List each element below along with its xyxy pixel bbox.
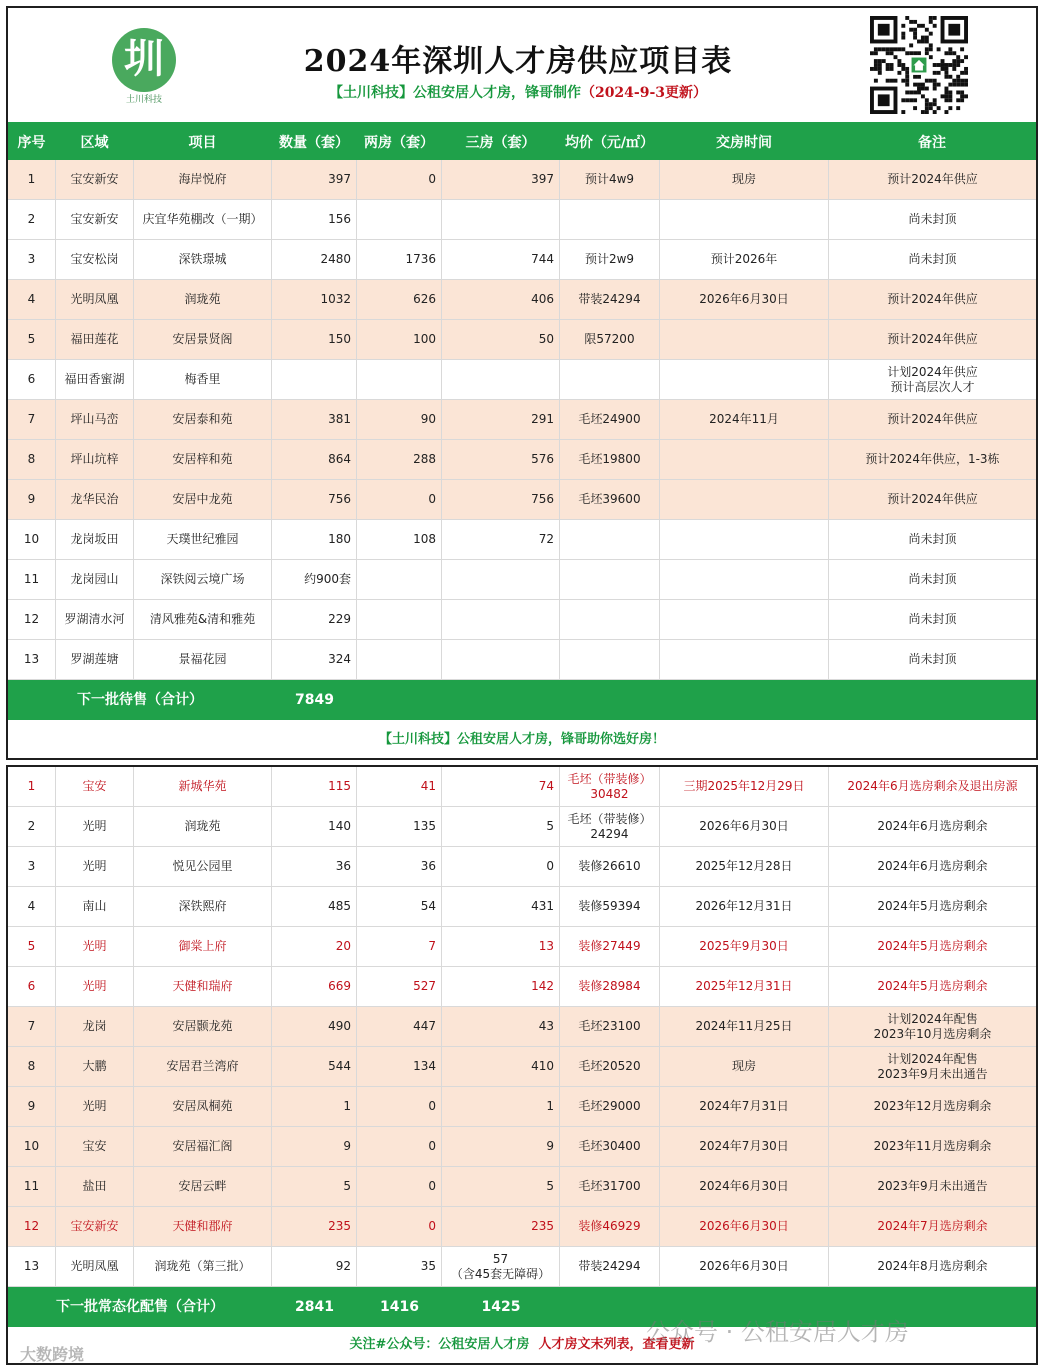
cell-seq: 10	[8, 520, 56, 560]
cell-two: 108	[357, 520, 442, 560]
col-three-room-header: 三房 （套）	[442, 122, 560, 164]
cell-price: 毛坯24900	[560, 400, 660, 440]
cell-qty: 36	[272, 847, 357, 887]
cell-qty: 485	[272, 887, 357, 927]
cell-three: 74	[442, 767, 560, 807]
total1-filler	[357, 680, 1036, 720]
table-row	[8, 847, 1036, 887]
table-row	[8, 1247, 1036, 1287]
cell-price: 装修27449	[560, 927, 660, 967]
table-row	[8, 560, 1036, 600]
cell-time	[660, 440, 829, 480]
cell-project: 清风雅苑&清和雅苑	[134, 600, 272, 640]
table-row	[8, 320, 1036, 360]
cell-note: 计划2024年供应 预计高层次人才	[829, 360, 1036, 400]
cell-project: 天璞世纪雅园	[134, 520, 272, 560]
cell-note: 2024年5月选房剩余	[829, 887, 1036, 927]
cell-area: 福田香蜜湖	[56, 360, 134, 400]
table-row	[8, 887, 1036, 927]
cell-note: 尚未封顶	[829, 560, 1036, 600]
cell-two: 100	[357, 320, 442, 360]
cell-price: 装修59394	[560, 887, 660, 927]
cell-time	[660, 520, 829, 560]
watermark-wechat: 公众号 · 公租安居人才房	[646, 1318, 909, 1346]
cell-time	[660, 480, 829, 520]
cell-qty: 397	[272, 160, 357, 200]
cell-two: 54	[357, 887, 442, 927]
page-subtitle	[208, 82, 828, 102]
cell-qty: 2480	[272, 240, 357, 280]
cell-area: 宝安新安	[56, 160, 134, 200]
col-project-header: 项目	[134, 122, 272, 164]
cell-project: 深铁璟城	[134, 240, 272, 280]
cell-price	[560, 600, 660, 640]
cell-note: 预计2024年供应	[829, 480, 1036, 520]
cell-time: 2024年7月31日	[660, 1087, 829, 1127]
cell-two: 288	[357, 440, 442, 480]
cell-two: 0	[357, 1207, 442, 1247]
total1-label: 下一批待售（合计）	[77, 691, 203, 708]
cell-qty: 324	[272, 640, 357, 680]
cell-time: 2026年6月30日	[660, 280, 829, 320]
cell-note: 2023年11月选房剩余	[829, 1127, 1036, 1167]
cell-qty: 5	[272, 1167, 357, 1207]
cell-seq: 13	[8, 1247, 56, 1287]
cell-note: 2024年6月选房剩余	[829, 847, 1036, 887]
cell-time: 2025年9月30日	[660, 927, 829, 967]
cell-time: 2024年11月25日	[660, 1007, 829, 1047]
cell-two: 0	[357, 160, 442, 200]
table1-total-row	[8, 680, 1036, 720]
cell-three: 744	[442, 240, 560, 280]
cell-three: 57 （含45套无障碍）	[442, 1247, 560, 1287]
footer-follow-text: 关注#公众号：公租安居人才房	[349, 1337, 530, 1352]
cell-time: 2026年12月31日	[660, 887, 829, 927]
cell-time: 2025年12月28日	[660, 847, 829, 887]
page-title: 2024年深圳人才房供应项目表	[303, 44, 733, 79]
cell-project: 庆宜华苑棚改（一期）	[134, 200, 272, 240]
cell-seq: 7	[8, 1007, 56, 1047]
cell-area: 坪山坑梓	[56, 440, 134, 480]
cell-project: 安居梓和苑	[134, 440, 272, 480]
table-row	[8, 240, 1036, 280]
col-area-header: 区域	[56, 122, 134, 164]
cell-project: 润珑苑	[134, 280, 272, 320]
cell-note: 2024年5月选房剩余	[829, 967, 1036, 1007]
cell-time: 预计2026年	[660, 240, 829, 280]
cell-two: 626	[357, 280, 442, 320]
table-row	[8, 767, 1036, 807]
cell-three: 50	[442, 320, 560, 360]
cell-qty: 381	[272, 400, 357, 440]
cell-three: 291	[442, 400, 560, 440]
cell-price: 预计2w9	[560, 240, 660, 280]
cell-qty: 140	[272, 807, 357, 847]
cell-project: 安居云畔	[134, 1167, 272, 1207]
cell-two: 36	[357, 847, 442, 887]
total2-qty: 2841	[295, 1298, 334, 1315]
cell-seq: 7	[8, 400, 56, 440]
cell-price: 毛坯（带装修） 30482	[560, 767, 660, 807]
cell-three: 410	[442, 1047, 560, 1087]
cell-price: 毛坯23100	[560, 1007, 660, 1047]
cell-area: 光明	[56, 927, 134, 967]
cell-time	[660, 560, 829, 600]
cell-three: 0	[442, 847, 560, 887]
cell-project: 天健和郡府	[134, 1207, 272, 1247]
cell-seq: 8	[8, 1047, 56, 1087]
table-row	[8, 807, 1036, 847]
cell-time: 2024年6月30日	[660, 1167, 829, 1207]
cell-time	[660, 200, 829, 240]
col-note-header: 备注	[829, 122, 1036, 164]
cell-two: 7	[357, 927, 442, 967]
table-row	[8, 400, 1036, 440]
cell-seq: 8	[8, 440, 56, 480]
cell-three: 5	[442, 807, 560, 847]
total2-label: 下一批常态化配售（合计）	[56, 1298, 224, 1315]
cell-area: 光明凤凰	[56, 280, 134, 320]
cell-three: 397	[442, 160, 560, 200]
cell-project: 安居泰和苑	[134, 400, 272, 440]
total2-three: 1425	[481, 1298, 521, 1315]
cell-note: 预计2024年供应	[829, 400, 1036, 440]
cell-qty: 约900套	[272, 560, 357, 600]
cell-seq: 9	[8, 480, 56, 520]
table-row	[8, 1207, 1036, 1247]
panel1-footer: 【土川科技】公租安居人才房，锋哥助你选好房！	[378, 732, 665, 747]
cell-two: 90	[357, 400, 442, 440]
cell-area: 光明凤凰	[56, 1247, 134, 1287]
cell-project: 润珑苑（第三批）	[134, 1247, 272, 1287]
cell-three	[442, 360, 560, 400]
subtitle-date: （2024-9-3更新）	[580, 85, 708, 101]
cell-qty: 669	[272, 967, 357, 1007]
cell-area: 光明	[56, 807, 134, 847]
cell-price: 装修28984	[560, 967, 660, 1007]
cell-note: 2024年6月选房剩余及退出房源	[829, 767, 1036, 807]
cell-two	[357, 640, 442, 680]
cell-qty: 544	[272, 1047, 357, 1087]
cell-qty: 235	[272, 1207, 357, 1247]
table-row	[8, 200, 1036, 240]
cell-project: 安居景贤阁	[134, 320, 272, 360]
cell-two: 0	[357, 1167, 442, 1207]
cell-area: 宝安松岗	[56, 240, 134, 280]
cell-two	[357, 200, 442, 240]
cell-two	[357, 560, 442, 600]
cell-price: 带装24294	[560, 280, 660, 320]
cell-note: 计划2024年配售 2023年9月未出通告	[829, 1047, 1036, 1087]
cell-two: 0	[357, 480, 442, 520]
cell-note: 预计2024年供应	[829, 320, 1036, 360]
watermark-brand: 大数跨境	[20, 1345, 85, 1364]
cell-note: 2024年6月选房剩余	[829, 807, 1036, 847]
cell-area: 龙华民治	[56, 480, 134, 520]
cell-qty: 156	[272, 200, 357, 240]
cell-seq: 12	[8, 600, 56, 640]
table-row	[8, 480, 1036, 520]
cell-two: 35	[357, 1247, 442, 1287]
cell-project: 海岸悦府	[134, 160, 272, 200]
table-row	[8, 927, 1036, 967]
qr-code-icon[interactable]	[870, 16, 968, 114]
table-row	[8, 600, 1036, 640]
cell-qty	[272, 360, 357, 400]
cell-seq: 6	[8, 967, 56, 1007]
cell-seq: 11	[8, 1167, 56, 1207]
cell-price: 限57200	[560, 320, 660, 360]
cell-project: 深铁熙府	[134, 887, 272, 927]
cell-area: 宝安	[56, 767, 134, 807]
cell-three: 9	[442, 1127, 560, 1167]
cell-time: 现房	[660, 160, 829, 200]
brand-logo-text: 土川科技	[125, 95, 162, 105]
col-two-room-header: 两房 （套）	[357, 122, 442, 164]
cell-three: 406	[442, 280, 560, 320]
table-row	[8, 1167, 1036, 1207]
cell-area: 宝安	[56, 1127, 134, 1167]
cell-qty: 490	[272, 1007, 357, 1047]
cell-project: 梅香里	[134, 360, 272, 400]
table-row	[8, 440, 1036, 480]
cell-note: 2024年8月选房剩余	[829, 1247, 1036, 1287]
cell-three	[442, 560, 560, 600]
cell-three: 72	[442, 520, 560, 560]
cell-three: 13	[442, 927, 560, 967]
cell-three	[442, 200, 560, 240]
cell-two: 0	[357, 1127, 442, 1167]
cell-area: 罗湖清水河	[56, 600, 134, 640]
cell-three: 142	[442, 967, 560, 1007]
cell-seq: 6	[8, 360, 56, 400]
total2-two: 1416	[380, 1298, 419, 1315]
cell-price: 毛坯29000	[560, 1087, 660, 1127]
cell-area: 福田莲花	[56, 320, 134, 360]
footer-list-text: 人才房文末列表，查看更新	[538, 1337, 695, 1352]
cell-two: 527	[357, 967, 442, 1007]
cell-area: 坪山马峦	[56, 400, 134, 440]
cell-project: 天健和瑞府	[134, 967, 272, 1007]
cell-area: 光明	[56, 847, 134, 887]
cell-note: 预计2024年供应	[829, 280, 1036, 320]
cell-note: 尚未封顶	[829, 640, 1036, 680]
cell-two: 135	[357, 807, 442, 847]
cell-seq: 3	[8, 847, 56, 887]
cell-area: 龙岗	[56, 1007, 134, 1047]
cell-price: 预计4w9	[560, 160, 660, 200]
cell-three	[442, 640, 560, 680]
cell-seq: 1	[8, 160, 56, 200]
supply-table-panel	[6, 6, 1038, 760]
cell-price: 毛坯30400	[560, 1127, 660, 1167]
cell-three: 235	[442, 1207, 560, 1247]
cell-price: 毛坯19800	[560, 440, 660, 480]
cell-note: 尚未封顶	[829, 240, 1036, 280]
cell-seq: 9	[8, 1087, 56, 1127]
cell-area: 龙岗坂田	[56, 520, 134, 560]
cell-qty: 864	[272, 440, 357, 480]
cell-time: 2025年12月31日	[660, 967, 829, 1007]
cell-project: 润珑苑	[134, 807, 272, 847]
cell-time: 2026年6月30日	[660, 1207, 829, 1247]
cell-time: 现房	[660, 1047, 829, 1087]
cell-price	[560, 360, 660, 400]
cell-seq: 2	[8, 200, 56, 240]
total1-qty: 7849	[295, 691, 334, 708]
cell-qty: 229	[272, 600, 357, 640]
cell-time: 2024年11月	[660, 400, 829, 440]
cell-seq: 4	[8, 887, 56, 927]
cell-note: 2023年12月选房剩余	[829, 1087, 1036, 1127]
cell-price: 毛坯（带装修） 24294	[560, 807, 660, 847]
cell-note: 预计2024年供应	[829, 160, 1036, 200]
subtitle-author: 【土川科技】公租安居人才房，锋哥制作	[328, 85, 581, 101]
brand-logo: 圳	[112, 28, 176, 92]
cell-two: 1736	[357, 240, 442, 280]
cell-project: 安居颢龙苑	[134, 1007, 272, 1047]
cell-note: 2024年5月选房剩余	[829, 927, 1036, 967]
cell-seq: 10	[8, 1127, 56, 1167]
cell-price: 装修46929	[560, 1207, 660, 1247]
page-header	[8, 8, 1036, 122]
cell-area: 大鹏	[56, 1047, 134, 1087]
cell-qty: 150	[272, 320, 357, 360]
table-row	[8, 360, 1036, 400]
cell-area: 盐田	[56, 1167, 134, 1207]
cell-project: 深铁阅云境广场	[134, 560, 272, 600]
cell-two: 447	[357, 1007, 442, 1047]
cell-time	[660, 320, 829, 360]
table-row	[8, 1047, 1036, 1087]
cell-time	[660, 360, 829, 400]
cell-area: 南山	[56, 887, 134, 927]
table1-header-row	[8, 122, 1036, 164]
cell-two: 0	[357, 1087, 442, 1127]
table-row	[8, 640, 1036, 680]
cell-note: 尚未封顶	[829, 520, 1036, 560]
cell-qty: 1032	[272, 280, 357, 320]
cell-seq: 5	[8, 320, 56, 360]
cell-area: 光明	[56, 967, 134, 1007]
cell-seq: 11	[8, 560, 56, 600]
col-price-header: 均价 （元/㎡）	[560, 122, 660, 164]
cell-project: 安居中龙苑	[134, 480, 272, 520]
cell-price: 毛坯20520	[560, 1047, 660, 1087]
cell-three: 5	[442, 1167, 560, 1207]
cell-time: 2024年7月30日	[660, 1127, 829, 1167]
cell-note: 计划2024年配售 2023年10月选房剩余	[829, 1007, 1036, 1047]
cell-project: 安居凤桐苑	[134, 1087, 272, 1127]
cell-area: 宝安新安	[56, 200, 134, 240]
cell-project: 悦见公园里	[134, 847, 272, 887]
cell-price	[560, 640, 660, 680]
cell-area: 龙岗园山	[56, 560, 134, 600]
cell-price	[560, 560, 660, 600]
cell-note: 尚未封顶	[829, 600, 1036, 640]
table-row	[8, 967, 1036, 1007]
cell-project: 景福花园	[134, 640, 272, 680]
cell-three: 431	[442, 887, 560, 927]
col-qty-header: 数量 （套）	[272, 122, 357, 164]
cell-area: 宝安新安	[56, 1207, 134, 1247]
cell-qty: 20	[272, 927, 357, 967]
cell-note: 2023年9月未出通告	[829, 1167, 1036, 1207]
cell-price: 带装24294	[560, 1247, 660, 1287]
cell-qty: 115	[272, 767, 357, 807]
cell-project: 新城华苑	[134, 767, 272, 807]
cell-time	[660, 600, 829, 640]
cell-two: 41	[357, 767, 442, 807]
cell-price: 毛坯39600	[560, 480, 660, 520]
cell-time: 三期2025年12月29日	[660, 767, 829, 807]
cell-qty: 756	[272, 480, 357, 520]
cell-seq: 4	[8, 280, 56, 320]
cell-price	[560, 200, 660, 240]
table-row	[8, 520, 1036, 560]
cell-price	[560, 520, 660, 560]
cell-qty: 1	[272, 1087, 357, 1127]
cell-qty: 92	[272, 1247, 357, 1287]
cell-three	[442, 600, 560, 640]
cell-seq: 5	[8, 927, 56, 967]
cell-seq: 13	[8, 640, 56, 680]
cell-three: 43	[442, 1007, 560, 1047]
cell-seq: 12	[8, 1207, 56, 1247]
cell-two	[357, 600, 442, 640]
col-seq-header: 序号	[8, 122, 56, 164]
cell-three: 1	[442, 1087, 560, 1127]
col-delivery-header: 交房时间	[660, 122, 829, 164]
cell-project: 安居福汇阁	[134, 1127, 272, 1167]
cell-qty: 180	[272, 520, 357, 560]
cell-qty: 9	[272, 1127, 357, 1167]
cell-time: 2026年6月30日	[660, 1247, 829, 1287]
table-row	[8, 280, 1036, 320]
cell-project: 安居君兰湾府	[134, 1047, 272, 1087]
cell-seq: 2	[8, 807, 56, 847]
cell-seq: 3	[8, 240, 56, 280]
cell-time: 2026年6月30日	[660, 807, 829, 847]
cell-time	[660, 640, 829, 680]
cell-note: 预计2024年供应，1-3栋	[829, 440, 1036, 480]
allocation-table-panel	[6, 765, 1038, 1365]
cell-three: 756	[442, 480, 560, 520]
cell-note: 2024年7月选房剩余	[829, 1207, 1036, 1247]
cell-note: 尚未封顶	[829, 200, 1036, 240]
table-row	[8, 1087, 1036, 1127]
cell-area: 罗湖莲塘	[56, 640, 134, 680]
table-row	[8, 160, 1036, 200]
cell-seq: 1	[8, 767, 56, 807]
table-row	[8, 1007, 1036, 1047]
cell-project: 御棠上府	[134, 927, 272, 967]
cell-area: 光明	[56, 1087, 134, 1127]
cell-two	[357, 360, 442, 400]
cell-three: 576	[442, 440, 560, 480]
table-row	[8, 1127, 1036, 1167]
cell-price: 毛坯31700	[560, 1167, 660, 1207]
cell-two: 134	[357, 1047, 442, 1087]
cell-price: 装修26610	[560, 847, 660, 887]
